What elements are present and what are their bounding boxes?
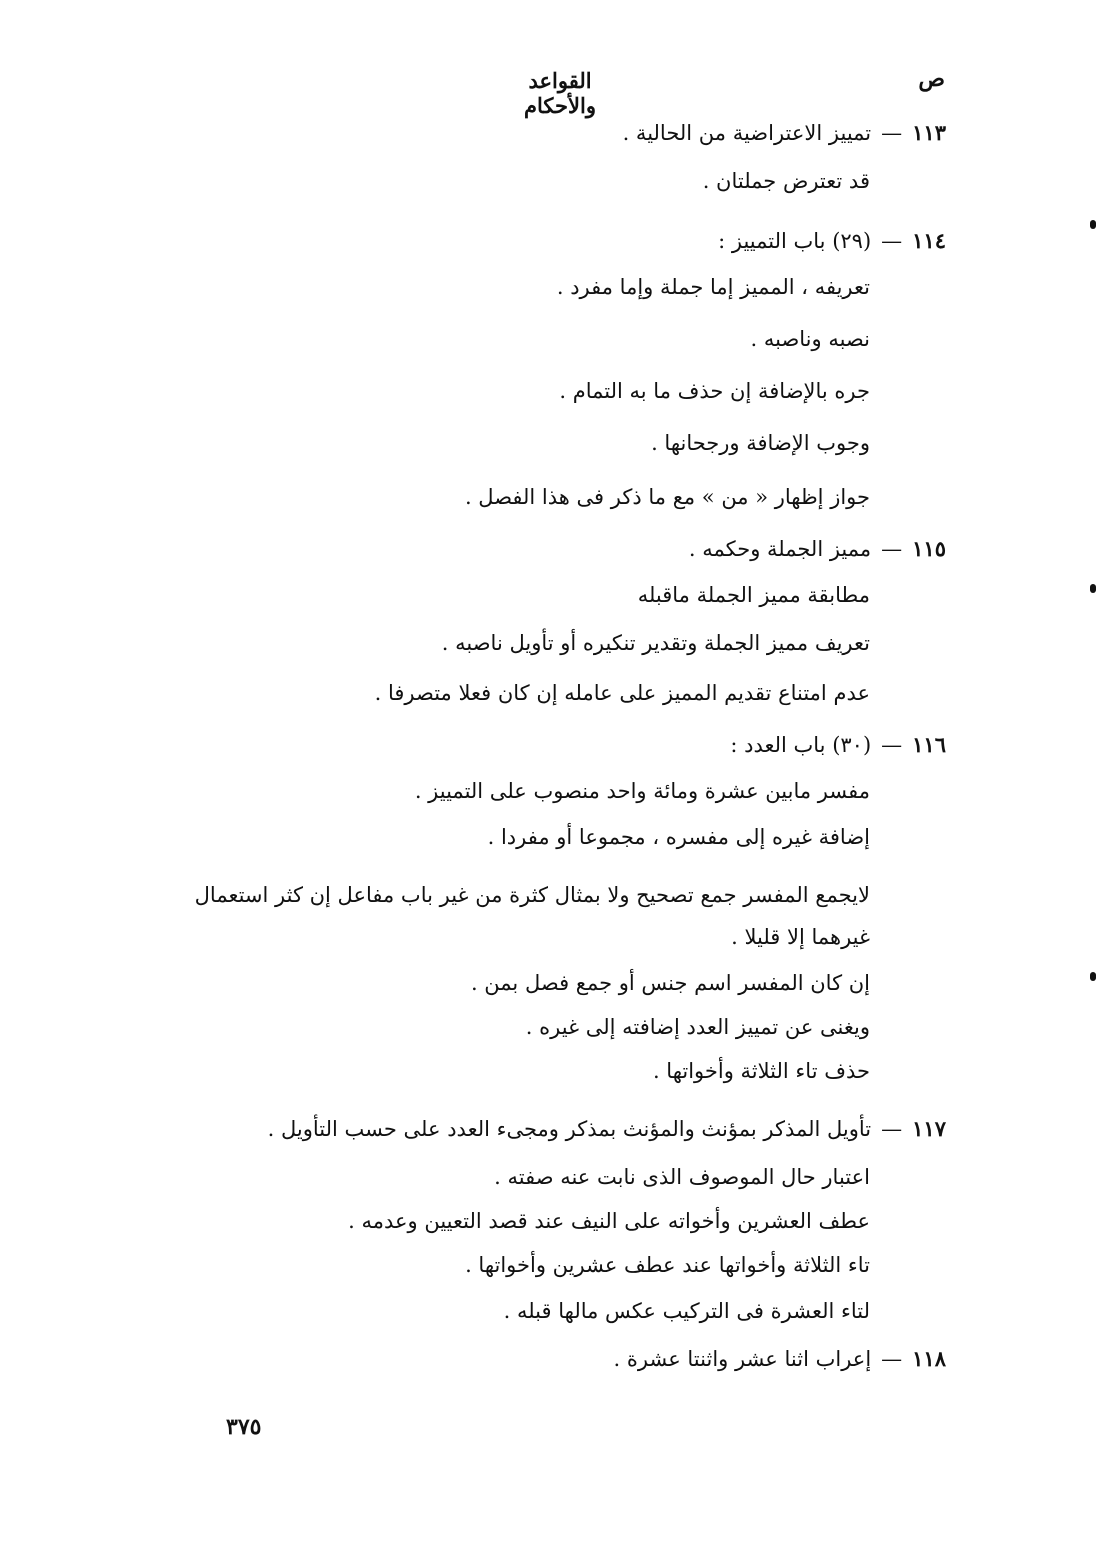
scan-mark (1090, 584, 1096, 593)
entry-116-line-5: ويغنى عن تمييز العدد إضافته إلى غيره . (525, 1015, 870, 1039)
entry-117-line-1: اعتبار حال الموصوف الذى نابت عنه صفته . (494, 1165, 870, 1189)
running-header-title: القواعد والأحكام (524, 68, 596, 118)
entry-dash: — (881, 1347, 903, 1371)
entry-116-line-3b: غيرهما إلا قليلا . (731, 925, 870, 949)
entry-118 (614, 1344, 946, 1374)
entry-116-line-4: إن كان المفسر اسم جنس أو جمع فصل بمن . (470, 971, 870, 995)
entry-115-line-3: عدم امتناع تقديم المميز على عامله إن كان فعلا متصرفا . (374, 681, 870, 705)
entry-number: ١١٤ (912, 228, 946, 253)
entry-116-line-1: مفسر مابين عشرة ومائة واحد منصوب على التمييز . (414, 779, 870, 803)
entry-text: تأويل المذكر بمؤنث والمؤنث بمذكر ومجىء العدد على حسب التأويل . (267, 1117, 872, 1141)
entry-dash: — (881, 733, 903, 757)
entry-text: (٢٩) باب التمييز : (718, 229, 872, 253)
entry-113-line-1: قد تعترض جملتان . (702, 169, 870, 193)
entry-115-line-1: مطابقة مميز الجملة ماقبله (637, 583, 870, 607)
entry-text: مميز الجملة وحكمه . (688, 537, 872, 561)
entry-number: ١١٣ (912, 120, 946, 145)
entry-116-line-3a: لايجمع المفسر جمع تصحيح ولا بمثال كثرة من غير باب مفاعل إن كثر استعمال (194, 883, 870, 907)
entry-115-line-2: تعريف مميز الجملة وتقدير تنكيره أو تأويل ناصبه . (441, 631, 870, 655)
entry-dash: — (881, 1117, 903, 1141)
entry-114 (718, 226, 946, 256)
page-number: ٣٧٥ (226, 1414, 262, 1440)
entry-116 (730, 730, 946, 760)
entry-dash: — (881, 229, 903, 253)
entry-114-line-5: جواز إظهار « من » مع ما ذكر فى هذا الفصل . (464, 485, 870, 509)
entry-116-line-6: حذف تاء الثلاثة وأخواتها . (652, 1059, 870, 1083)
entry-number: ١١٧ (912, 1116, 946, 1141)
scan-mark (1090, 220, 1096, 229)
entry-114-line-2: نصبه وناصبه . (750, 327, 870, 351)
entry-117 (268, 1114, 946, 1144)
entry-text: تمييز الاعتراضية من الحالية . (622, 121, 872, 145)
entry-text: إعراب اثنا عشر واثنتا عشرة . (613, 1347, 872, 1371)
entry-117-line-3: تاء الثلاثة وأخواتها عند عطف عشرين وأخواتها . (465, 1253, 870, 1277)
entry-114-line-1: تعريفه ، المميز إما جملة وإما مفرد . (556, 275, 870, 299)
entry-116-line-2: إضافة غيره إلى مفسره ، مجموعا أو مفردا . (487, 825, 870, 849)
entry-number: ١١٥ (912, 536, 946, 561)
scan-mark (1090, 972, 1096, 981)
entry-117-line-2: عطف العشرين وأخواته على النيف عند قصد التعيين وعدمه . (348, 1209, 870, 1233)
entry-115 (689, 534, 946, 564)
running-header-column-label: ص (918, 66, 945, 92)
entry-117-line-4: لتاء العشرة فى التركيب عكس مالها قبله . (503, 1299, 870, 1323)
entry-dash: — (881, 537, 903, 561)
entry-114-line-4: وجوب الإضافة ورجحانها . (651, 431, 870, 455)
entry-text: (٣٠) باب العدد : (730, 733, 872, 757)
entry-114-line-3: جره بالإضافة إن حذف ما به التمام . (559, 379, 870, 403)
entry-113 (623, 118, 946, 148)
entry-number: ١١٦ (912, 732, 946, 757)
entry-number: ١١٨ (912, 1346, 946, 1371)
entry-dash: — (881, 121, 903, 145)
